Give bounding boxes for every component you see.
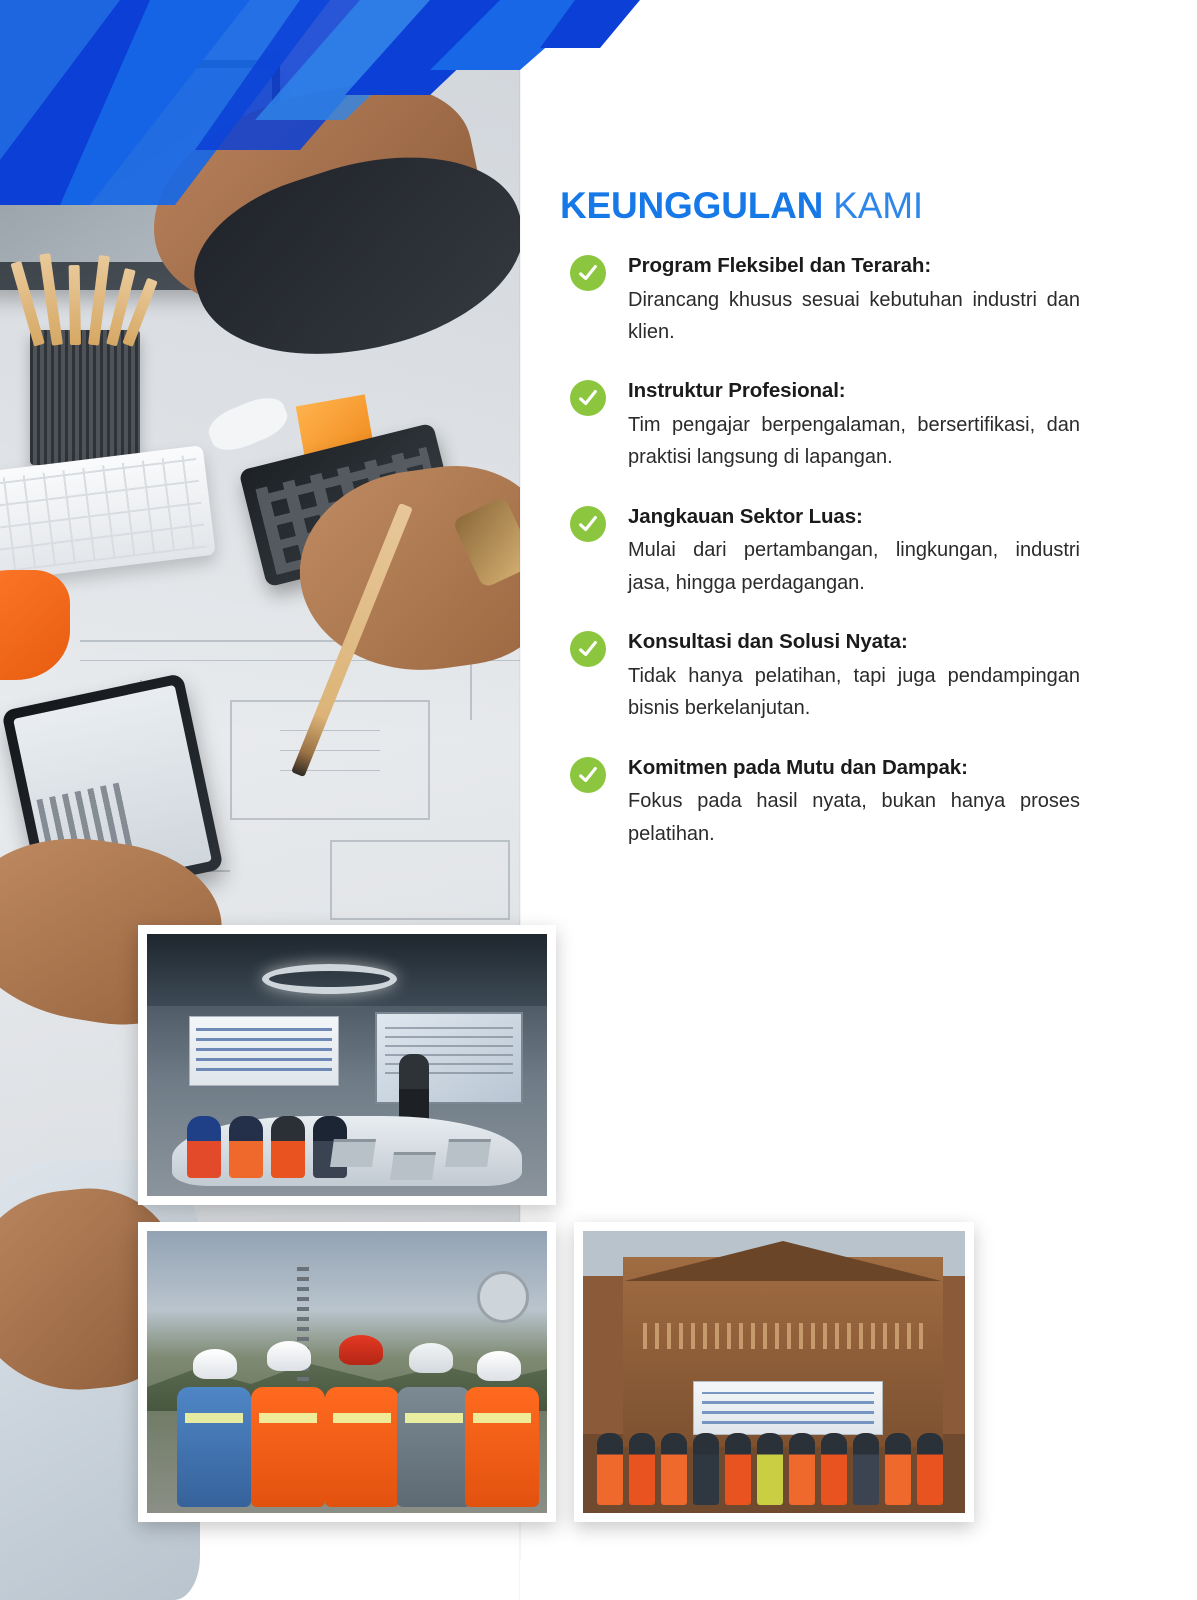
event-banner-graphic bbox=[189, 1016, 339, 1086]
worker-graphic bbox=[465, 1387, 539, 1507]
laptop-graphic bbox=[330, 1139, 376, 1167]
list-item bbox=[560, 755, 1080, 850]
advantages-list bbox=[560, 253, 1080, 850]
pencil-cup bbox=[30, 330, 140, 465]
laptop-graphic bbox=[390, 1152, 436, 1180]
participant-graphic bbox=[757, 1433, 783, 1505]
advantage-body: Dirancang khusus sesuai kebutuhan industri dan klien. bbox=[628, 288, 1080, 344]
worker-graphic bbox=[397, 1387, 471, 1507]
participant-graphic bbox=[629, 1433, 655, 1505]
balcony-railing-graphic bbox=[643, 1323, 923, 1349]
event-banner-graphic bbox=[693, 1381, 883, 1435]
advantage-heading: Konsultasi dan Solusi Nyata: bbox=[628, 630, 908, 654]
check-circle-icon bbox=[570, 380, 606, 416]
participant-graphic bbox=[597, 1433, 623, 1505]
content-column bbox=[560, 185, 1080, 880]
list-item bbox=[560, 378, 1080, 473]
shirt-cuff-graphic bbox=[203, 390, 292, 457]
list-item bbox=[560, 629, 1080, 724]
advantage-body: Tim pengajar berpengalaman, bersertifikasi, dan praktisi langsung di lapangan. bbox=[628, 414, 1080, 469]
participant-graphic bbox=[917, 1433, 943, 1505]
check-circle-icon bbox=[570, 255, 606, 291]
participant-graphic bbox=[271, 1116, 305, 1178]
meeting-room-photo bbox=[138, 925, 556, 1205]
worker-graphic bbox=[251, 1387, 325, 1507]
red-helmet-icon bbox=[339, 1335, 383, 1365]
check-circle-icon bbox=[570, 506, 606, 542]
keyboard-graphic bbox=[0, 445, 216, 585]
participant-graphic bbox=[853, 1433, 879, 1505]
worker-graphic bbox=[325, 1387, 399, 1507]
participant-graphic bbox=[229, 1116, 263, 1178]
ring-light-graphic bbox=[262, 964, 397, 994]
satellite-dish-graphic bbox=[477, 1271, 529, 1323]
check-circle-icon bbox=[570, 757, 606, 793]
white-helmet-icon bbox=[477, 1351, 521, 1381]
participant-graphic bbox=[821, 1433, 847, 1505]
advantage-heading: Komitmen pada Mutu dan Dampak: bbox=[628, 755, 968, 779]
participant-graphic bbox=[693, 1433, 719, 1505]
list-item bbox=[560, 504, 1080, 599]
laptop-graphic bbox=[445, 1139, 491, 1167]
group-photo bbox=[574, 1222, 974, 1522]
check-circle-icon bbox=[570, 631, 606, 667]
participant-graphic bbox=[789, 1433, 815, 1505]
footer-strip bbox=[520, 1560, 1197, 1600]
projector-screen-graphic bbox=[375, 1012, 523, 1104]
participant-graphic bbox=[187, 1116, 221, 1178]
participant-graphic bbox=[885, 1433, 911, 1505]
list-item bbox=[560, 253, 1080, 348]
participant-graphic bbox=[661, 1433, 687, 1505]
white-helmet-icon bbox=[267, 1341, 311, 1371]
participant-graphic bbox=[725, 1433, 751, 1505]
advantage-heading: Jangkauan Sektor Luas: bbox=[628, 504, 863, 528]
advantage-heading: Instruktur Profesional: bbox=[628, 379, 846, 403]
white-helmet-icon bbox=[193, 1349, 237, 1379]
page-title bbox=[560, 185, 1080, 227]
page-title-light: KAMI bbox=[833, 185, 923, 226]
worker-graphic bbox=[177, 1387, 251, 1507]
advantage-body: Tidak hanya pelatihan, tapi juga pendampingan bisnis berkelanjutan. bbox=[628, 664, 1080, 720]
pencils-graphic bbox=[30, 255, 145, 345]
advantage-heading: Program Fleksibel dan Terarah: bbox=[628, 254, 932, 277]
orange-object-graphic bbox=[0, 570, 70, 680]
page-title-bold: KEUNGGULAN bbox=[560, 185, 824, 226]
site-workers-photo bbox=[138, 1222, 556, 1522]
advantage-body: Mulai dari pertambangan, lingkungan, industri jasa, hingga perdagangan. bbox=[628, 539, 1080, 594]
white-helmet-icon bbox=[409, 1343, 453, 1373]
advantage-body: Fokus pada hasil nyata, bukan hanya proses pelatihan. bbox=[628, 790, 1080, 845]
